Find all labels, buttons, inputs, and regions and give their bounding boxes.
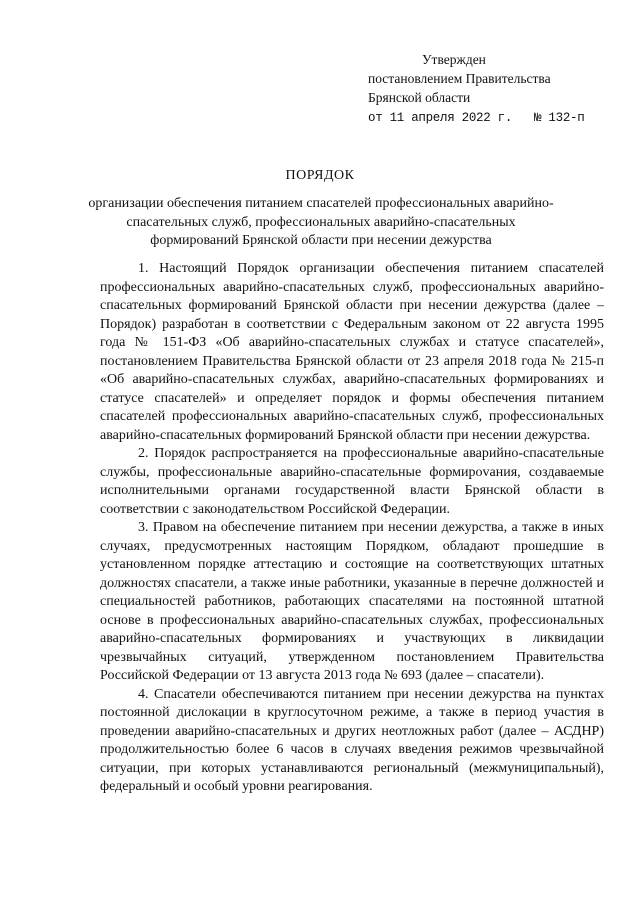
approval-line-approved: Утвержден	[422, 52, 486, 67]
approval-date: от 11 апреля 2022 г.	[368, 111, 513, 125]
approval-line-date-number	[368, 107, 628, 128]
paragraph-4: 4. Спасатели обеспечиваются питанием при несении дежурства на пунктах постоянной дислокации в круглосуточном режиме, а также в период участия в проведении аварийно-спасательных и других неотложных работ (далее – АСДНР) продолжительностью более 6 часов в случаях введения режимов чрезвычайной ситуации, при которых устанавливаются региональный (межмуниципальный), федеральный и особый уровни реагирования.	[100, 686, 604, 794]
document-title: ПОРЯДОК	[285, 168, 355, 183]
paragraph-1: 1. Настоящий Порядок организации обеспечения питанием спасателей профессиональных аварийно-спасательных служб, профессиональных аварийно-спасательных формирований Брянской области при несении дежурства (далее – Порядок) разработан в соответствии с Федеральным законом от 22 августа 1995 года № 151-ФЗ «Об аварийно-спасательных службах и статусе спасателей», постановлением Правительства Брянской области от 23 апреля 2018 года № 215-п «Об аварийно-спасательных службах, аварийно-спасательных формированиях и статусе спасателей» и определяет порядок и формы обеспечения питанием спасателей профессиональных аварийно-спасательных служб, профессиональных аварийно-спасательных формирований Брянской области при несении дежурства.	[100, 261, 604, 443]
paragraph-3: 3. Правом на обеспечение питанием при несении дежурства, а также в иных случаях, предусмотренных настоящим Порядком, обладают прошедшие в установленном порядке аттестацию и состоящие на соответствующих штатных должностях спасатели, а также иные работники, указанные в перечне должностей и специальностей работников, работающих спасателями на постоянной штатной основе в профессиональных аварийно-спасательных службах, профессиональных аварийно-спасательных формированиях и участвующих в ликвидации чрезвычайных ситуаций, утвержденном постановлением Правительства Российской Федерации от 13 августа 2013 года № 693 (далее – спасатели).	[100, 520, 604, 683]
paragraph-2: 2. Порядок распространяется на профессиональные аварийно-спасательные службы, профессиональные аварийно-спасательные формироvания, создаваемые исполнительными органами государственной власти Брянской области в соответствии с законодательством Российской Федерации.	[100, 446, 604, 517]
approval-number: № 132-п	[534, 111, 585, 125]
document-subtitle: организации обеспечения питанием спасателей профессиональных аварийно-спасательных служб, профессиональных аварийно-спасательных формирований Брянской области при несении дежурства	[88, 196, 554, 248]
approval-line-region: Брянской области	[368, 90, 471, 105]
document-body	[100, 260, 604, 797]
approval-stamp	[368, 50, 628, 128]
approval-line-resolution: постановлением Правительства	[368, 71, 551, 86]
